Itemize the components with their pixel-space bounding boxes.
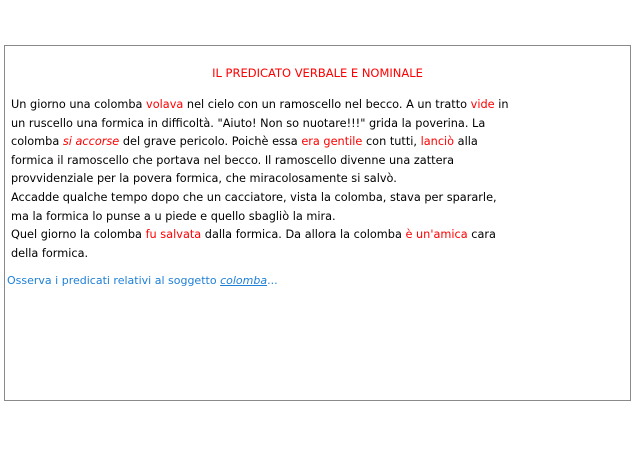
story-line (11, 133, 623, 152)
story-line (11, 208, 623, 227)
story-line (11, 245, 623, 264)
slide-title: IL PREDICATO VERBALE E NOMINALE (212, 66, 423, 80)
story-line (11, 152, 623, 171)
story-fragment: Quel giorno la colomba (11, 228, 146, 242)
story-fragment: del grave pericolo. Poichè essa (119, 135, 302, 149)
story-fragment: con tutti, (362, 135, 421, 149)
story-fragment: Accadde qualche tempo dopo che un cacciatore, vista la colomba, stava per spararle, (11, 190, 497, 204)
predicate: si accorse (62, 135, 120, 149)
footnote-subject: colomba (220, 274, 268, 287)
footnote-suffix: ... (267, 274, 278, 287)
story-fragment: ma la formica lo punse a u piede e quello sbagliò la mira. (11, 209, 336, 223)
footnote-prefix: Osserva i predicati relativi al soggetto (7, 274, 221, 287)
predicate: vide (470, 98, 495, 111)
predicate: lanciò (420, 135, 455, 149)
predicate: era gentile (301, 135, 363, 149)
story-fragment: un ruscello una formica in difficoltà. "Aiuto! Non so nuotare!!!" grida la poverina. La (11, 116, 486, 130)
story-fragment: della formica. (11, 246, 89, 260)
story-line (11, 170, 623, 189)
story-fragment: cara (467, 228, 496, 242)
predicate: fu salvata (145, 228, 202, 242)
predicate: volava (146, 98, 184, 111)
story-line (11, 226, 623, 245)
story-text (11, 96, 623, 263)
story-line (11, 115, 623, 134)
story-fragment: formica il ramoscello che portava nel becco. Il ramoscello divenne una zattera (11, 153, 455, 167)
story-fragment: dalla formica. Da allora la colomba (201, 228, 406, 242)
predicate: è un'amica (405, 228, 468, 242)
slide-frame (4, 45, 631, 401)
story-fragment: Un giorno una colomba (11, 98, 147, 111)
story-line (11, 96, 623, 115)
story-fragment: colomba (11, 135, 63, 149)
story-fragment: provvidenziale per la povera formica, che miracolosamente si salvò. (11, 172, 397, 186)
story-fragment: nel cielo con un ramoscello nel becco. A un tratto (183, 98, 471, 111)
footnote (7, 274, 278, 287)
story-line (11, 189, 623, 208)
story-fragment: in (494, 98, 509, 111)
story-fragment: alla (454, 135, 478, 149)
